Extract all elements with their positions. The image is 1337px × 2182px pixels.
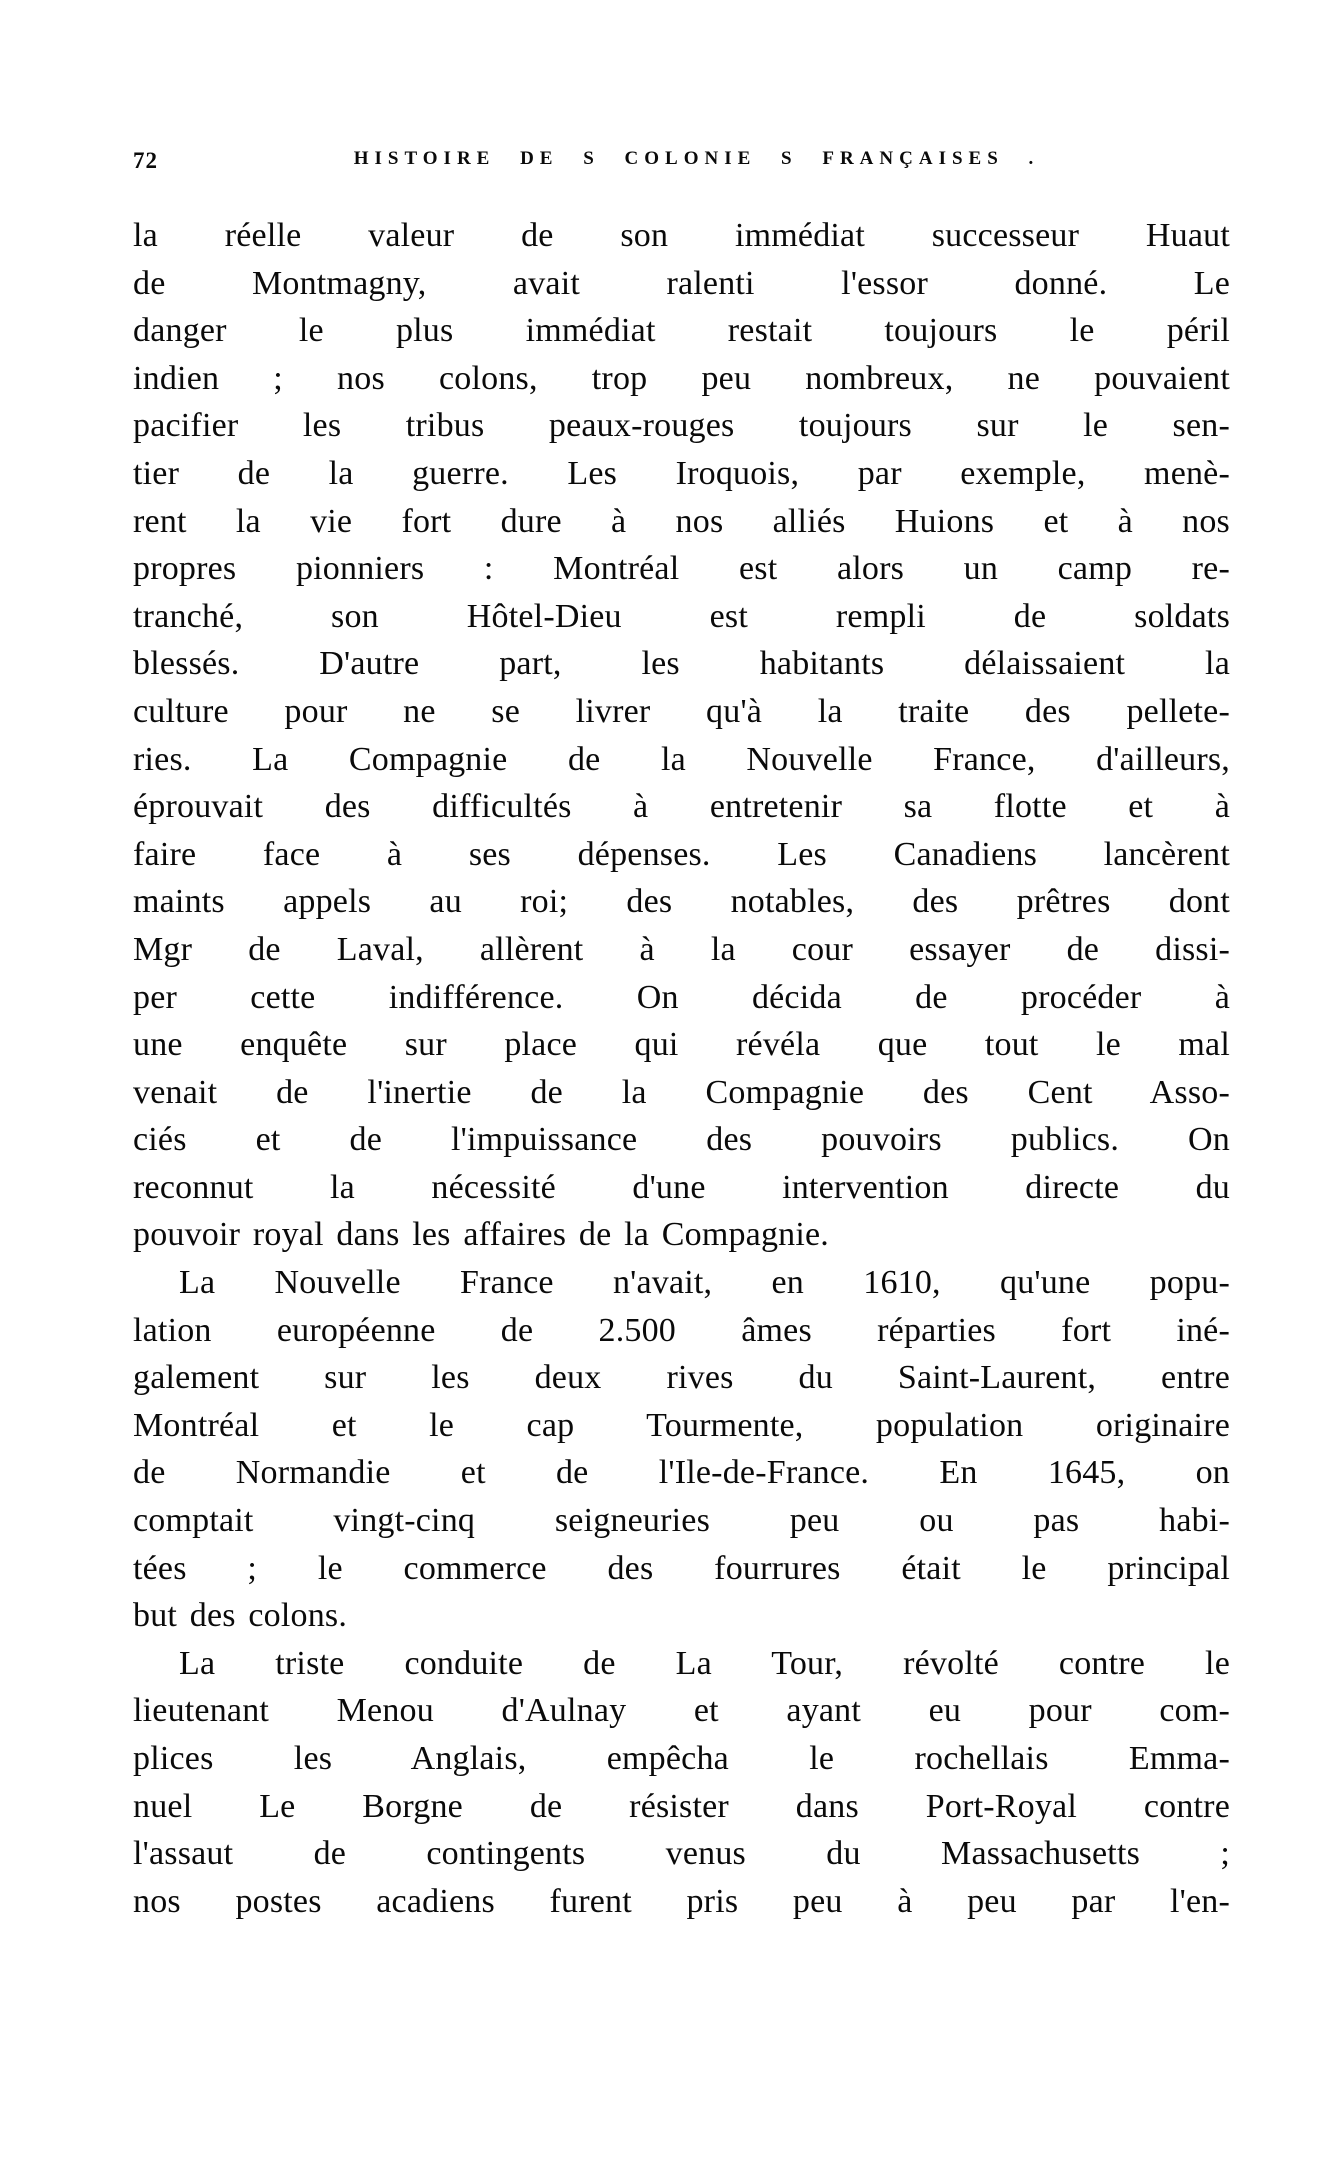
text-line: faire face à ses dépenses. Les Canadiens lancèrent	[133, 835, 1230, 873]
text-line: plices les Anglais, empêcha le rochellais Emma-	[133, 1740, 1230, 1777]
text-line: nos postes acadiens furent pris peu à peu par l'en-	[133, 1882, 1230, 1920]
text-line: lation européenne de 2.500 âmes réparties fort iné-	[133, 1311, 1230, 1349]
text-line: indien ; nos colons, trop peu nombreux, ne pouvaient	[133, 359, 1230, 397]
text-line: per cette indifférence. On décida de procéder à	[133, 978, 1230, 1016]
text-line: Montréal et le cap Tourmente, population originaire	[133, 1406, 1230, 1444]
text-line: tranché, son Hôtel-Dieu est rempli de soldats	[133, 597, 1230, 635]
text-line: lieutenant Menou d'Aulnay et ayant eu pour com-	[133, 1692, 1230, 1730]
text-line: reconnut la nécessité d'une intervention directe du	[133, 1168, 1230, 1206]
text-line: éprouvait des difficultés à entretenir sa flotte et à	[133, 788, 1230, 826]
text-line: de Montmagny, avait ralenti l'essor donné. Le	[133, 264, 1230, 302]
text-line: ries. La Compagnie de la Nouvelle France, d'ailleurs,	[133, 740, 1230, 778]
text-line: propres pionniers : Montréal est alors un camp re-	[133, 550, 1230, 588]
text-line: une enquête sur place qui révéla que tout le mal	[133, 1026, 1230, 1064]
text-line: de Normandie et de l'Ile-de-France. En 1645, on	[133, 1454, 1230, 1492]
text-line: tées ; le commerce des fourrures était le principal	[133, 1549, 1230, 1587]
text-line: La Nouvelle France n'avait, en 1610, qu'une popu-	[179, 1264, 1230, 1302]
text-line: La triste conduite de La Tour, révolté contre le	[179, 1644, 1230, 1682]
text-line: maints appels au roi; des notables, des prêtres dont	[133, 883, 1230, 921]
text-line: l'assaut de contingents venus du Massachusetts ;	[133, 1835, 1230, 1873]
text-line: pouvoir royal dans les affaires de la Compagnie.	[133, 1216, 830, 1254]
text-line: venait de l'inertie de la Compagnie des Cent Asso-	[133, 1073, 1230, 1111]
text-line: culture pour ne se livrer qu'à la traite des pellete-	[133, 692, 1230, 730]
page-number: 72	[133, 148, 158, 173]
text-line: Mgr de Laval, allèrent à la cour essayer de dissi-	[133, 930, 1230, 968]
text-line: pacifier les tribus peaux-rouges toujours sur le sen-	[133, 407, 1230, 445]
text-line: but des colons.	[133, 1597, 348, 1635]
text-line: comptait vingt-cinq seigneuries peu ou pas habi-	[133, 1502, 1230, 1540]
text-line: rent la vie fort dure à nos alliés Huions et à nos	[133, 502, 1230, 540]
text-line: blessés. D'autre part, les habitants délaissaient la	[133, 645, 1230, 683]
text-line: danger le plus immédiat restait toujours le péril	[133, 312, 1230, 350]
text-line: galement sur les deux rives du Saint-Laurent, entre	[133, 1359, 1230, 1397]
page-body	[133, 212, 1230, 1925]
running-title: HISTOIRE DE S COLONIE S FRANÇAISES .	[353, 148, 1040, 169]
page-header	[133, 148, 1230, 178]
text-line: tier de la guerre. Les Iroquois, par exemple, menè-	[133, 454, 1230, 492]
text-line: ciés et de l'impuissance des pouvoirs publics. On	[133, 1121, 1230, 1159]
text-line: la réelle valeur de son immédiat successeur Huaut	[133, 217, 1230, 254]
text-line: nuel Le Borgne de résister dans Port-Royal contre	[133, 1787, 1230, 1825]
